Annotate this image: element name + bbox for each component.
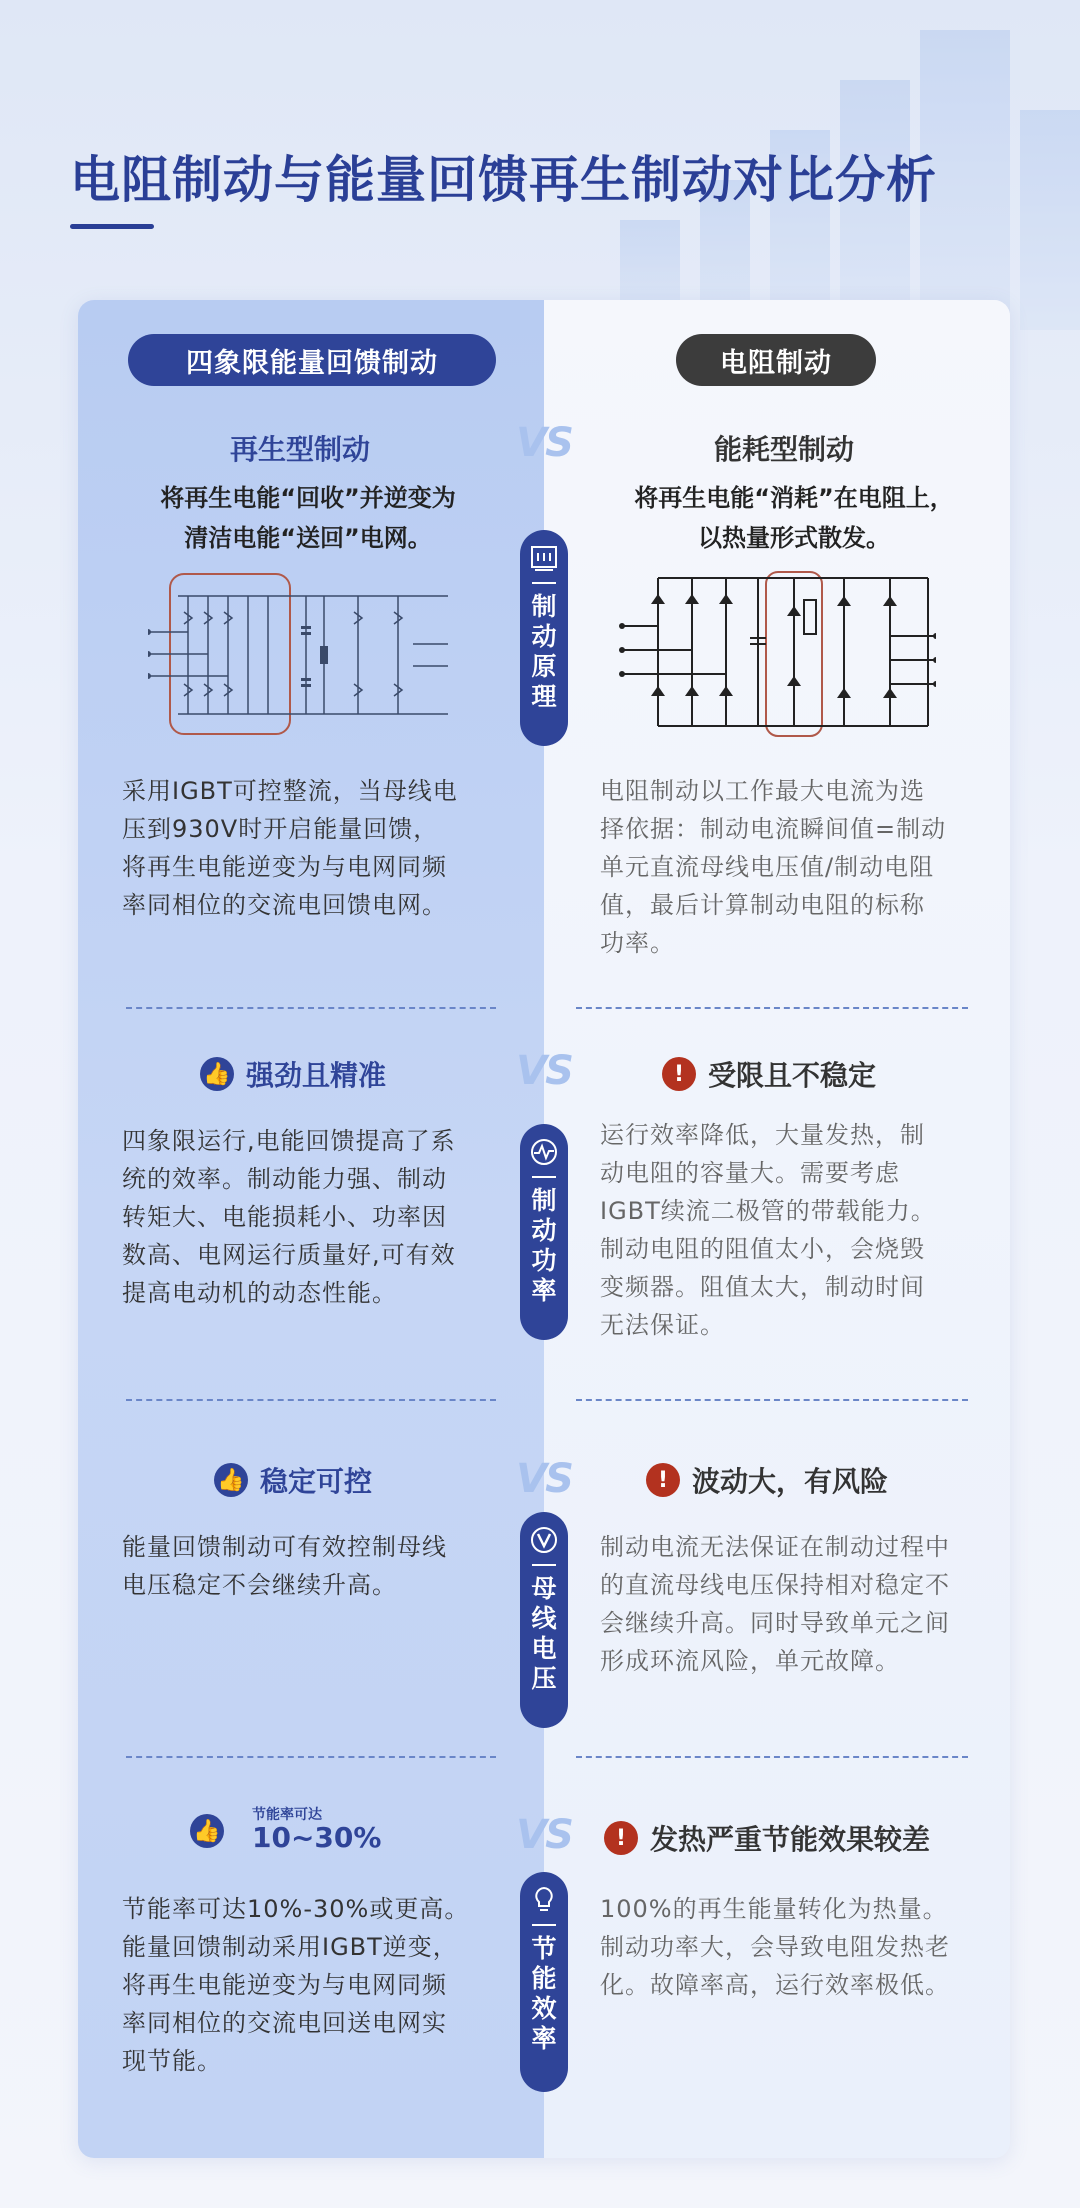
divider xyxy=(576,1756,968,1758)
pulse-icon xyxy=(526,1134,562,1170)
badge-energy-efficiency: 节 能 效 率 xyxy=(520,1872,568,2092)
divider xyxy=(126,1007,496,1009)
voltage-icon xyxy=(526,1522,562,1558)
section2-left-heading: 强劲且精准 xyxy=(246,1059,387,1092)
divider xyxy=(576,1399,968,1401)
section1-right-subtitle: 将再生电能“消耗”在电阻上， 以热量形式散发。 xyxy=(634,484,954,552)
warning-icon: ! xyxy=(662,1057,696,1091)
right-column-title: 电阻制动 xyxy=(676,334,876,386)
dissipative-circuit-diagram xyxy=(618,566,936,742)
page-title: 电阻制动与能量回馈再生制动对比分析 xyxy=(70,151,937,209)
divider xyxy=(126,1756,496,1758)
section3-right-text: 制动电流无法保证在制动过程中 的直流母线电压保持相对稳定不 会继续升高。同时导致单元之间 形成环流风险，单元故障。 xyxy=(600,1533,950,1675)
section1-left-subtitle: 将再生电能“回收”并逆变为 清洁电能“送回”电网。 xyxy=(160,484,456,552)
section4-right-heading-wrap xyxy=(604,1818,930,1858)
regenerative-circuit-diagram xyxy=(148,566,448,742)
divider xyxy=(126,1399,496,1401)
thumbs-up-icon: 👍 xyxy=(200,1057,234,1091)
section3-right-heading-wrap xyxy=(646,1460,888,1500)
badge-power: 制 动 功 率 xyxy=(520,1124,568,1340)
vs-label: VS xyxy=(516,420,572,466)
section3-left-text: 能量回馈制动可有效控制母线 电压稳定不会继续升高。 xyxy=(122,1533,447,1599)
section2-right-text: 运行效率降低，大量发热，制 动电阻的容量大。需要考虑 IGBT续流二极管的带载能力。 制动电阻的阻值太小，会烧毁 变频器。阻值太大，制动时间 无法保证。 xyxy=(600,1121,936,1339)
circuit-icon xyxy=(526,540,562,576)
section4-left-heading-wrap xyxy=(190,1808,381,1854)
vs-label: VS xyxy=(516,1456,572,1502)
divider xyxy=(576,1007,968,1009)
title-underline xyxy=(70,224,154,229)
section4-left-heading: 10~30% xyxy=(252,1821,382,1855)
section1-left-heading: 再生型制动 xyxy=(230,433,371,466)
section2-right-heading: 受限且不稳定 xyxy=(708,1059,877,1092)
bulb-icon xyxy=(526,1882,562,1918)
badge-bus-voltage: 母 线 电 压 xyxy=(520,1512,568,1728)
section4-left-text: 节能率可达10%-30%或更高。 能量回馈制动采用IGBT逆变， 将再生电能逆变为与电网同频 率同相位的交流电回送电网实 现节能。 xyxy=(122,1895,470,2075)
section4-right-heading: 发热严重节能效果较差 xyxy=(650,1823,931,1856)
section3-left-heading: 稳定可控 xyxy=(260,1465,373,1498)
section1-left-text: 采用IGBT可控整流，当母线电 压到930V时开启能量回馈， 将再生电能逆变为与电网同频 率同相位的交流电回馈电网。 xyxy=(122,777,458,919)
section2-right-heading-wrap xyxy=(662,1054,876,1094)
section3-right-heading: 波动大，有风险 xyxy=(692,1465,889,1498)
badge-principle: 制 动 原 理 xyxy=(520,530,568,746)
section4-right-text: 100%的再生能量转化为热量。 制动功率大，会导致电阻发热老 化。故障率高，运行效率极低。 xyxy=(600,1895,950,1999)
vs-label: VS xyxy=(516,1048,572,1094)
vs-label: VS xyxy=(516,1812,572,1858)
section1-right-heading: 能耗型制动 xyxy=(714,433,855,466)
warning-icon: ! xyxy=(604,1821,638,1855)
thumbs-up-icon: 👍 xyxy=(190,1814,224,1848)
thumbs-up-icon: 👍 xyxy=(214,1463,248,1497)
section2-left-text: 四象限运行,电能回馈提高了系 统的效率。制动能力强、制动 转矩大、电能损耗小、功率因 数高、电网运行质量好,可有效 提高电动机的动态性能。 xyxy=(122,1127,456,1307)
section1-right-text: 电阻制动以工作最大电流为选 择依据：制动电流瞬间值=制动 单元直流母线电压值/制动电阻 值，最后计算制动电阻的标称 功率。 xyxy=(600,777,947,957)
left-column-title: 四象限能量回馈制动 xyxy=(128,334,496,386)
section4-left-heading-caption: 节能率可达 xyxy=(252,1807,322,1823)
section2-left-heading-wrap xyxy=(200,1054,386,1094)
section3-left-heading-wrap xyxy=(214,1460,372,1500)
warning-icon: ! xyxy=(646,1463,680,1497)
